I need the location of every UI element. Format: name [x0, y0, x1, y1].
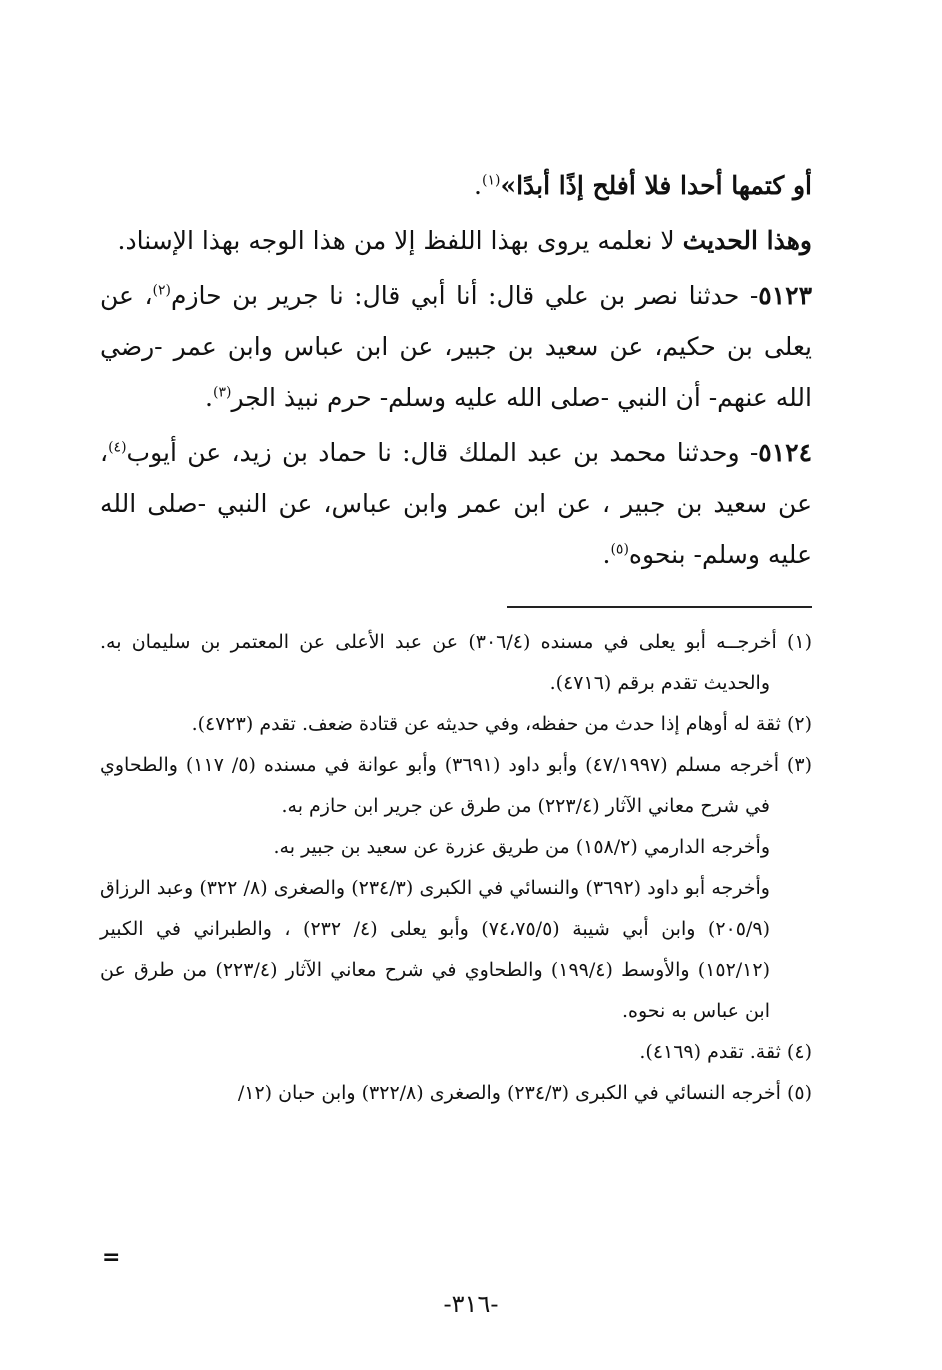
hadith-number: ٥١٢٣ [758, 281, 812, 310]
paragraph-text: لا نعلمه يروى بهذا اللفظ إلا من هذا الوجه بهذا الإسناد. [117, 226, 683, 255]
hadith-5123 [100, 270, 812, 423]
continuation-mark: = [102, 1245, 121, 1270]
footnote-5: (٥) أخرجه النسائي في الكبرى (٢٣٤/٣) والصغرى (٣٢٢/٨) وابن حبان (١٢/ [237, 1082, 812, 1104]
period: . [474, 171, 482, 200]
footnote-ref-4: (٤) [108, 439, 127, 456]
hadith-text-b: ، عن سعيد بن جبير ، عن ابن عمر وابن عباس، عن النبي -صلى الله عليه وسلم- بنحوه [100, 438, 812, 569]
hadith-5124 [100, 427, 812, 580]
footnote-ref-1: (١) [481, 172, 501, 189]
hadith-ending: أو كتمها أحدا فلا أفلح إذًا أبدًا» [500, 171, 812, 200]
paragraph-lead: وهذا الحديث [682, 226, 812, 255]
period: . [602, 540, 611, 569]
hadith-text-a: - وحدثنا محمد بن عبد الملك قال: نا حماد بن زيد، عن أيوب [126, 438, 759, 467]
page-body [100, 160, 812, 1114]
footnote-4: (٤) ثقة. تقدم (٤١٦٩). [639, 1041, 812, 1063]
hadith-number: ٥١٢٤ [758, 438, 812, 467]
paragraph-2 [100, 215, 812, 266]
hadith-text-b: ، عن يعلى بن حكيم، عن سعيد بن جبير، عن ابن عباس وابن عمر -رضي الله عنهم- أن النبي -صلى الله عليه وسلم- حرم نبيذ الجر [100, 281, 812, 412]
hadith-text-a: - حدثنا نصر بن علي قال: أنا أبي قال: نا جرير بن حازم [170, 281, 759, 310]
footnote-ref-3: (٣) [213, 384, 232, 401]
footnote-3-continued-2: وأخرجه أبو داود (٣٦٩٢) والنسائي في الكبرى (٢٣٤/٣) والصغرى (٨/ ٣٢٢) وعبد الرزاق (٢٠٥/٩) وابن أبي شيبة (٧٤،٧٥/٥) وأبو يعلى (٤/ ٢٣٢) ، والطبراني في الكبير (١٥٢/١٢) والأوسط (١٩٩/٤) والطحاوي في شرح معاني الآثار (٢٢٣/٤) من طرق عن ابن عباس به نحوه. [100, 877, 771, 1022]
footnotes [100, 622, 812, 1114]
footnote-2: (٢) ثقة له أوهام إذا حدث من حفظه، وفي حديثه عن قتادة ضعف. تقدم (٤٧٢٣). [191, 713, 812, 735]
period: . [205, 383, 213, 412]
footnote-ref-2: (٢) [152, 282, 171, 299]
paragraph-1 [100, 160, 812, 211]
footnote-3: (٣) أخرجه مسلم (٤٧/١٩٩٧) وأبو داود (٣٦٩١) وأبو عوانة في مسنده (٥/ ١١٧) والطحاوي في شرح معاني الآثار (٢٢٣/٤) من طرق عن جرير ابن حازم به. [100, 754, 812, 817]
footnote-ref-5: (٥) [610, 541, 629, 558]
page-number: -٣١٦- [443, 1290, 499, 1318]
main-text [100, 160, 812, 580]
footnote-1: (١) أخرجــه أبو يعلى في مسنده (٣٠٦/٤) عن عبد الأعلى عن المعتمر بن سليمان به. والحديث تقدم برقم (٤٧١٦). [100, 631, 813, 694]
footnote-3-continued: وأخرجه الدارمي (١٥٨/٢) من طريق عزرة عن سعيد بن جبير به. [273, 836, 770, 858]
footnote-separator [507, 606, 812, 608]
